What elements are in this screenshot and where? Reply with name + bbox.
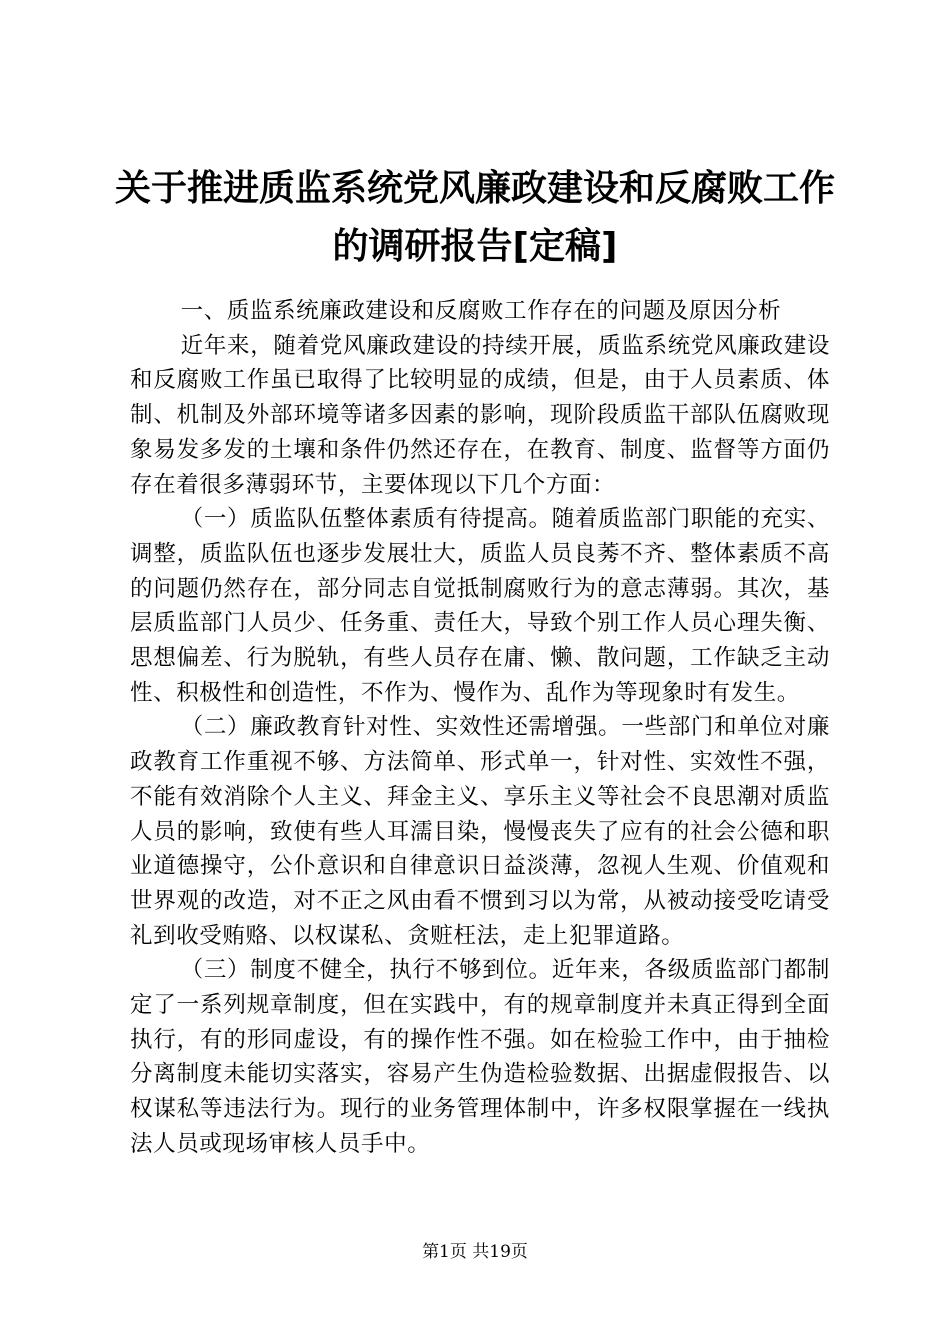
paragraph: 近年来，随着党风廉政建设的持续开展，质监系统党风廉政建设和反腐败工作虽已取得了比较明显的成绩，但是，由于人员素质、体制、机制及外部环境等诸多因素的影响，现阶段质监干部队伍腐败现象易发多发的土壤和条件仍然还存在，在教育、制度、监督等方面仍存在着很多薄弱环节，主要体现以下几个方面：	[130, 332, 830, 498]
title-line-1: 关于推进质监系统党风廉政建设和反腐败工作	[114, 168, 835, 209]
document-body	[130, 294, 830, 1162]
paragraph: （二）廉政教育针对性、实效性还需增强。一些部门和单位对廉政教育工作重视不够、方法简单、形式单一，针对性、实效性不强，不能有效消除个人主义、拜金主义、享乐主义等社会不良思潮对质监人员的影响，致使有些人耳濡目染，慢慢丧失了应有的社会公德和职业道德操守，公仆意识和自律意识日益淡薄，忽视人生观、价值观和世界观的改造，对不正之风由看不惯到习以为常，从被动接受吃请受礼到收受贿赂、以权谋私、贪赃枉法，走上犯罪道路。	[130, 714, 830, 949]
paragraph: （一）质监队伍整体素质有待提高。随着质监部门职能的充实、调整，质监队伍也逐步发展壮大，质监人员良莠不齐、整体素质不高的问题仍然存在，部分同志自觉抵制腐败行为的意志薄弱。其次，基层质监部门人员少、任务重、责任大，导致个别工作人员心理失衡、思想偏差、行为脱轨，有些人员存在庸、懒、散问题，工作缺乏主动性、积极性和创造性，不作为、慢作为、乱作为等现象时有发生。	[130, 506, 830, 706]
section-heading: 一、质监系统廉政建设和反腐败工作存在的问题及原因分析	[180, 298, 782, 324]
page-footer: 第1页 共19页	[422, 1242, 528, 1262]
document-title	[100, 160, 850, 276]
paragraph: （三）制度不健全，执行不够到位。近年来，各级质监部门都制定了一系列规章制度，但在实践中，有的规章制度并未真正得到全面执行，有的形同虚设，有的操作性不强。如在检验工作中，由于抽检分离制度未能切实落实，容易产生伪造检验数据、出据虚假报告、以权谋私等违法行为。现行的业务管理体制中，许多权限掌握在一线执法人员或现场审核人员手中。	[130, 957, 830, 1157]
title-line-2: 的调研报告[定稿]	[332, 226, 618, 267]
